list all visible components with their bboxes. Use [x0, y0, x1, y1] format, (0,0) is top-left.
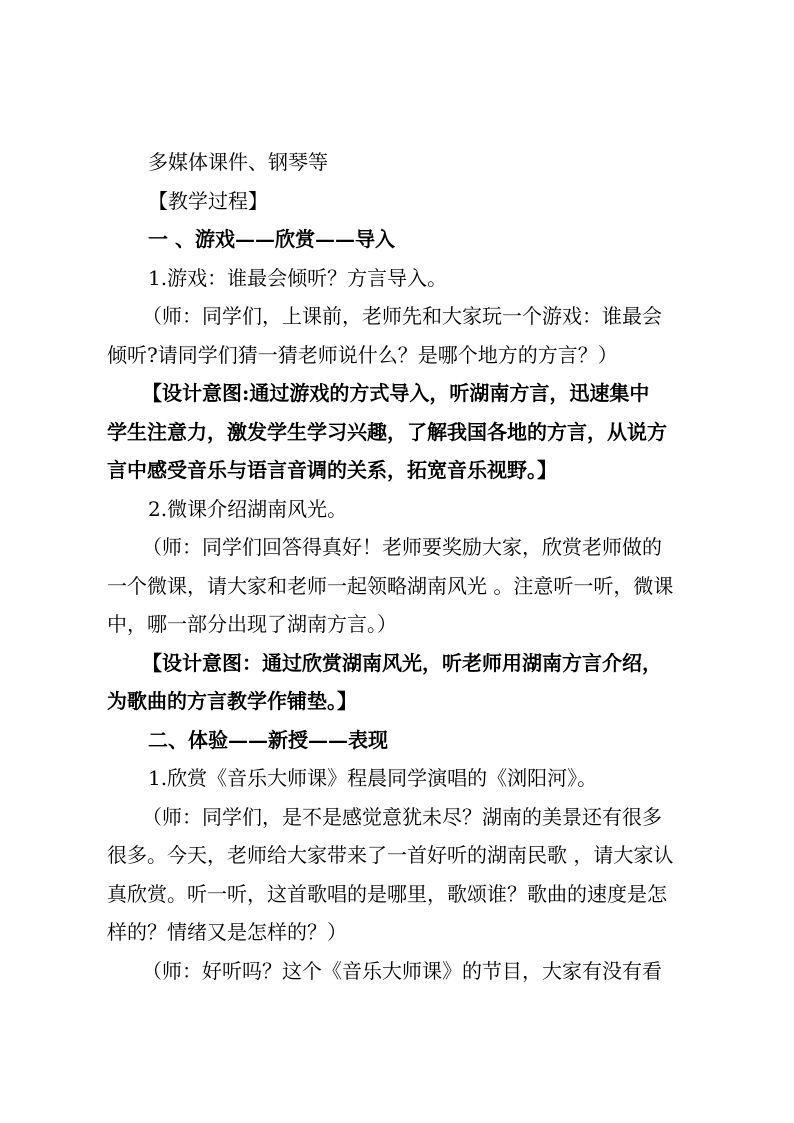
paragraph-teacher-2-line-2: 一个微课，请大家和老师一起领略湖南风光 。注意听一听，微课 [107, 573, 674, 598]
materials-line: 多媒体课件、钢琴等 [148, 150, 328, 174]
paragraph-teacher-1-line-2: 倾听?请同学们猜一猜老师说什么？是哪个地方的方言？） [107, 342, 618, 367]
paragraph-teacher-2-line-1: （师：同学们回答得真好！老师要奖励大家，欣赏老师做的 [142, 535, 662, 559]
design-intent-2-line-1: 【设计意图：通过欣赏湖南风光，听老师用湖南方言介绍， [142, 650, 662, 675]
step-title-microlesson: 2.微课介绍湖南风光。 [148, 496, 348, 521]
design-intent-1-line-3: 言中感受音乐与语言音调的关系，拓宽音乐视野。】 [107, 458, 557, 482]
section-heading-one: 一 、游戏——欣赏——导入 [148, 227, 395, 251]
design-intent-1-line-2: 学生注意力，激发学生学习兴趣，了解我国各地的方言，从说方 [107, 419, 667, 444]
paragraph-teacher-3-line-1: （师：同学们，是不是感觉意犹未尽？湖南的美景还有很多 [142, 804, 662, 829]
step-title-game: 1.游戏：谁最会倾听？方言导入。 [148, 265, 448, 290]
paragraph-teacher-3-line-3: 真欣赏。听一听，这首歌唱的是哪里，歌颂谁？歌曲的速度是怎 [107, 881, 667, 906]
step-title-appreciate: 1.欣赏《音乐大师课》程晨同学演唱的《浏阳河》。 [148, 766, 598, 790]
design-intent-1-line-1: 【设计意图:通过游戏的方式导入，听湖南方言，迅速集中 [142, 381, 650, 405]
section-heading-two: 二、体验——新授——表现 [148, 727, 388, 752]
paragraph-teacher-1-line-1: （师：同学们，上课前，老师先和大家玩一个游戏：谁最会 [142, 304, 662, 328]
paragraph-teacher-2-line-3: 中，哪一部分出现了湖南方言。） [107, 612, 397, 636]
section-heading-process: 【教学过程】 [148, 188, 268, 213]
paragraph-teacher-4-line-1: （师：好听吗？这个《音乐大师课》的节目，大家有没有看 [142, 958, 662, 983]
design-intent-2-line-2: 为歌曲的方言教学作铺垫。】 [107, 689, 357, 713]
document-page [107, 143, 697, 990]
paragraph-teacher-3-line-2: 很多。今天，老师给大家带来了一首好听的湖南民歌 ，请大家认 [107, 843, 674, 867]
paragraph-teacher-3-line-4: 样的？情绪又是怎样的？） [107, 920, 347, 944]
